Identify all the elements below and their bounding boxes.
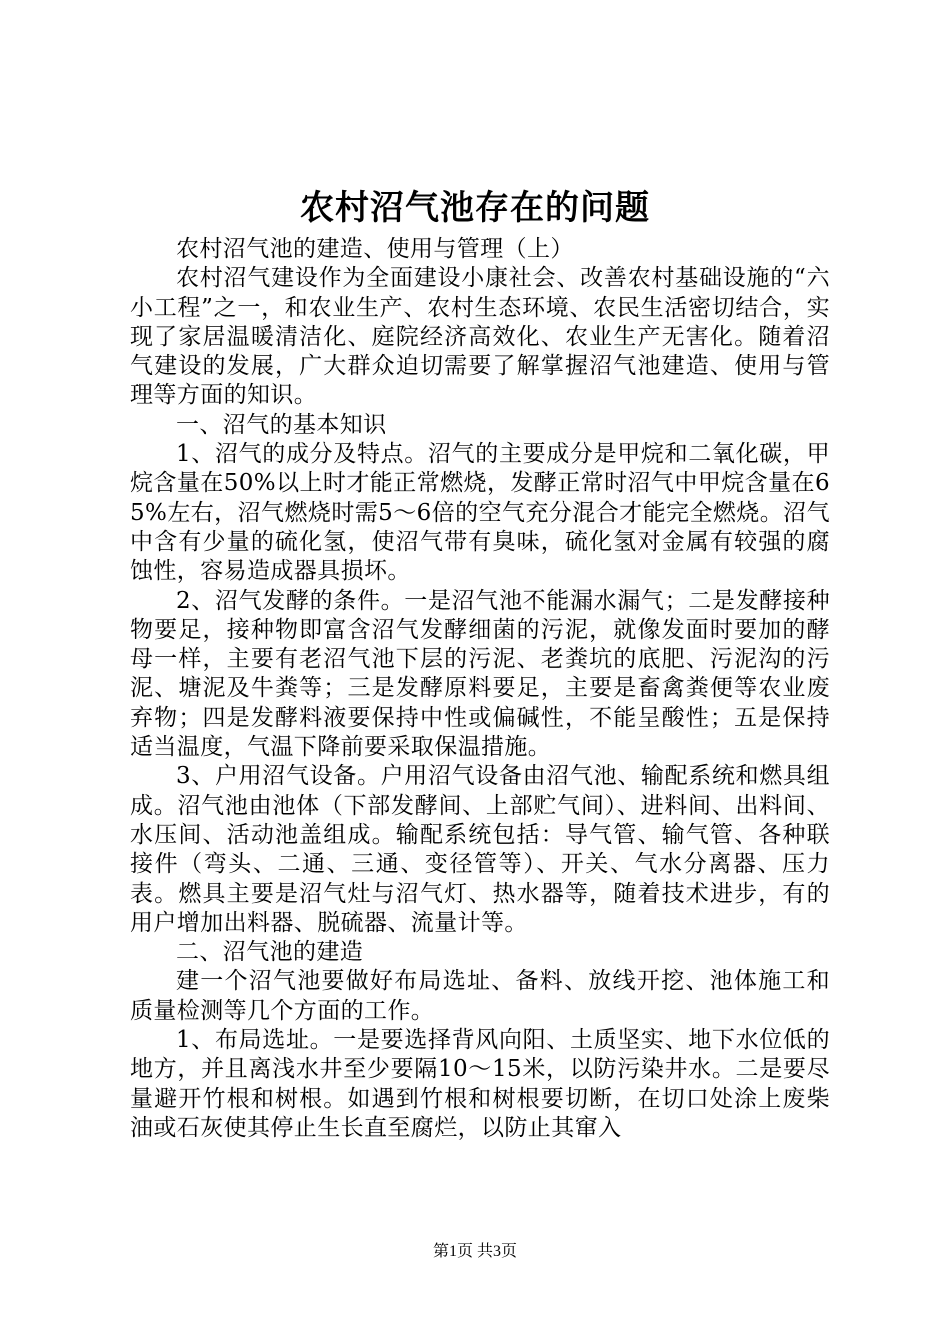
section-heading-basics: 一、沼气的基本知识 xyxy=(176,411,387,438)
paragraph-construction-intro: 建一个沼气池要做好布局选址、备料、放线开挖、池体施工和质量检测等几个方面的工作。 xyxy=(130,968,830,1024)
paragraph-site-selection: 1、布局选址。一是要选择背风向阳、土质坚实、地下水位低的地方，并且离浅水井至少要隔10～15米，以防污染井水。二是要尽量避开竹根和树根。如遇到竹根和树根要切断，在切口处涂上废柴油或石灰使其停止生长直至腐烂，以防止其窜入 xyxy=(130,1027,830,1141)
paragraph-subtitle: 农村沼气池的建造、使用与管理（上） xyxy=(176,236,574,262)
paragraph-intro: 农村沼气建设作为全面建设小康社会、改善农村基础设施的“六小工程”之一，和农业生产、农村生态环境、农民生活密切结合，实现了家居温暖清洁化、庭院经济高效化、农业生产无害化。随着沼气建设的发展，广大群众迫切需要了解掌握沼气池建造、使用与管理等方面的知识。 xyxy=(130,265,830,409)
document-title: 农村沼气池存在的问题 xyxy=(300,188,650,228)
section-heading-construction: 二、沼气池的建造 xyxy=(176,939,364,966)
paragraph-equipment: 3、户用沼气设备。户用沼气设备由沼气池、输配系统和燃具组成。沼气池由池体（下部发酵间、上部贮气间）、进料间、出料间、水压间、活动池盖组成。输配系统包括：导气管、输气管、各种联接件（弯头、二通、三通、变径管等）、开关、气水分离器、压力表。燃具主要是沼气灶与沼气灯、热水器等，随着技术进步，有的用户增加出料器、脱硫器、流量计等。 xyxy=(130,763,830,936)
paragraph-fermentation: 2、沼气发酵的条件。一是沼气池不能漏水漏气；二是发酵接种物要足，接种物即富含沼气发酵细菌的污泥，就像发面时要加的酵母一样，主要有老沼气池下层的污泥、老粪坑的底肥、污泥沟的污泥、塘泥及牛粪等；三是发酵原料要足，主要是畜禽粪便等农业废弃物；四是发酵料液要保持中性或偏碱性，不能呈酸性；五是保持适当温度，气温下降前要采取保温措施。 xyxy=(130,587,830,761)
paragraph-composition: 1、沼气的成分及特点。沼气的主要成分是甲烷和二氧化碳，甲烷含量在50%以上时才能正常燃烧，发酵正常时沼气中甲烷含量在65%左右，沼气燃烧时需5～6倍的空气充分混合才能完全燃烧。沼气中含有少量的硫化氢，使沼气带有臭味，硫化氢对金属有较强的腐蚀性，容易造成器具损坏。 xyxy=(130,441,830,585)
document-body xyxy=(130,235,830,1143)
page-footer: 第1页 共3页 xyxy=(432,1243,517,1260)
